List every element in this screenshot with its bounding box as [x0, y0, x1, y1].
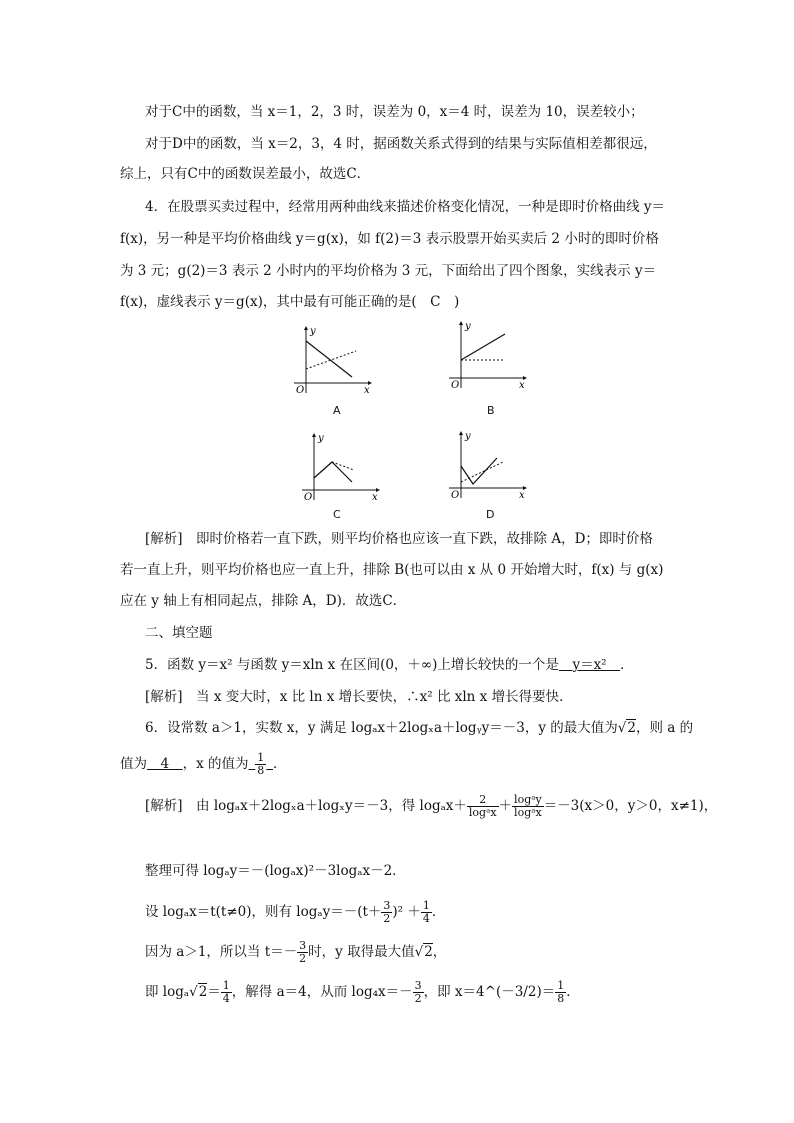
- fraction: $\frac{3}{2}$: [383, 899, 391, 925]
- q6-text: 6．设常数 a＞1，实数 x，y 满足 logₐx＋2logₓa＋logᵧy＝－3，y 的最大值为: [145, 720, 618, 736]
- plus-sign: ＋: [498, 798, 513, 814]
- sqrt-sign: √: [189, 984, 198, 1000]
- question-5: [145, 656, 634, 674]
- sqrt-value: 2: [627, 720, 636, 736]
- y-label: y: [318, 433, 324, 444]
- sqrt-sign: √: [617, 720, 627, 736]
- q6-answer-prefix: 值为: [120, 756, 147, 772]
- text-line: f(x)，另一种是平均价格曲线 y＝g(x)，如 f(2)＝3 表示股票开始买卖后 2 小时的即时价格: [120, 231, 659, 247]
- q5-end: ．: [620, 657, 634, 673]
- graph-b: [445, 320, 535, 390]
- question-4: 4．在股票买卖过程中，经常用两种曲线来描述价格变化情况，一种是即时价格曲线 y＝: [145, 199, 666, 215]
- graph-d-label: D: [486, 508, 495, 521]
- q6-answer-a: [147, 756, 183, 772]
- graph-b-label: B: [487, 404, 495, 417]
- section-heading: 二、填空题: [145, 625, 213, 641]
- text-part: ，即 x＝4^(－3/2)＝: [423, 984, 556, 1000]
- x-label: x: [519, 380, 525, 391]
- sqrt-value: 2: [198, 984, 208, 1000]
- y-label: y: [465, 321, 471, 332]
- fraction: $\frac{3}{2}$: [414, 979, 422, 1005]
- sqrt-sign: √: [414, 944, 424, 960]
- analysis-line: [145, 794, 717, 819]
- text-line: [145, 980, 580, 1005]
- text-part: (t＋: [357, 904, 382, 920]
- q6-text-end: ，则 a 的: [636, 720, 694, 736]
- solid-curve: [314, 462, 352, 482]
- q5-answer-text: y＝x²: [572, 657, 607, 673]
- fraction: $\frac{1}{4}$: [422, 899, 430, 925]
- q5-answer: [559, 657, 620, 673]
- text-line: [145, 900, 445, 925]
- fraction: $\frac{1}{8}$: [257, 751, 265, 777]
- text-part: )² ＋: [392, 904, 421, 920]
- graph-c: [298, 432, 388, 502]
- text-part: ＝: [207, 984, 221, 1000]
- fraction: $\frac{3}{2}$: [299, 939, 307, 965]
- analysis-line: [解析] 当 x 变大时，x 比 ln x 增长要快，∴x² 比 xln x 增长得要快．: [145, 689, 573, 705]
- q5-text: 5．函数 y＝x² 与函数 y＝xln x 在区间(0，＋∞)上增长较快的一个是: [145, 657, 559, 673]
- text-line: 应在 y 轴上有相同起点，排除 A，D)．故选C．: [120, 593, 407, 609]
- origin-label: O: [304, 492, 313, 503]
- text-part: ．: [566, 984, 580, 1000]
- solid-curve: [461, 334, 505, 360]
- x-label: x: [372, 492, 378, 503]
- text-part: 即 logₐ: [145, 984, 190, 1000]
- x-label: x: [519, 490, 525, 501]
- text-part: 时，y 取得最大值: [308, 944, 415, 960]
- text-part: ，解得 a＝4，从而 log₄x＝－: [231, 984, 413, 1000]
- solid-curve: [461, 458, 497, 484]
- question-6: [145, 719, 693, 737]
- q6-answer-x: [249, 751, 274, 777]
- text-part: ，: [432, 944, 447, 960]
- y-label: y: [465, 431, 471, 442]
- text-line: [145, 940, 446, 965]
- graph-d: [445, 430, 535, 500]
- graph-c-label: C: [333, 508, 341, 521]
- y-label: y: [310, 326, 316, 337]
- dashed-curve: [461, 462, 503, 482]
- text-part: 因为 a＞1，所以当 t＝－: [145, 944, 298, 960]
- text-line: f(x)，虚线表示 y＝g(x)，其中最有可能正确的是( C ): [120, 294, 460, 310]
- q6-answer-x-prefix: ，x 的值为: [182, 756, 249, 772]
- origin-label: O: [451, 490, 460, 501]
- origin-label: O: [296, 385, 305, 396]
- text-line: 整理可得 logₐy＝－(logₐx)²－3logₐx－2．: [145, 863, 406, 879]
- text-line: 若一直上升，则平均价格也应一直上升，排除 B(也可以由 x 从 0 开始增大时，f(x) 与 g(x): [120, 562, 664, 578]
- sqrt-value: 2: [424, 944, 433, 960]
- analysis-text: [解析] 由 logₐx＋2logₓa＋logₓy＝－3，得 logₐx＋: [145, 798, 467, 814]
- text-line: 为 3 元；g(2)＝3 表示 2 小时内的平均价格为 3 元，下面给出了四个图象，实线表示 y＝: [120, 263, 657, 279]
- fraction: $\frac{1}{8}$: [557, 979, 565, 1005]
- solid-curve: [306, 341, 352, 377]
- text-line: 综上，只有C中的函数误差最小，故选C．: [120, 166, 371, 182]
- q6-answer-a-text: 4: [160, 756, 170, 772]
- graph-a: [290, 325, 380, 395]
- fraction: $\frac{\text{logᵃy}}{\text{logᵃx}}$: [514, 793, 542, 819]
- question-6-answers: [120, 752, 287, 777]
- q6-end: ．: [273, 756, 287, 772]
- origin-label: O: [451, 380, 460, 391]
- graph-a-label: A: [333, 404, 341, 417]
- fraction: $\frac{1}{4}$: [222, 979, 230, 1005]
- analysis-line: [解析] 即时价格若一直下跌，则平均价格也应该一直下跌，故排除 A，D；即时价格: [145, 531, 653, 547]
- analysis-text-end: ＝－3(x＞0，y＞0，x≠1)，: [543, 798, 718, 814]
- text-part: ．: [431, 904, 446, 920]
- x-label: x: [364, 385, 370, 396]
- text-part: 设 logₐx＝t(t≠0)，则有 logₐy＝－: [145, 904, 358, 920]
- fraction: $\frac{2}{\text{logᵃx}}$: [468, 793, 497, 819]
- text-line: 对于C中的函数，当 x＝1，2，3 时，误差为 0，x＝4 时，误差为 10，误差较小；: [145, 104, 644, 120]
- text-line: 对于D中的函数，当 x＝2，3，4 时，据函数关系式得到的结果与实际值相差都很远，: [145, 136, 657, 152]
